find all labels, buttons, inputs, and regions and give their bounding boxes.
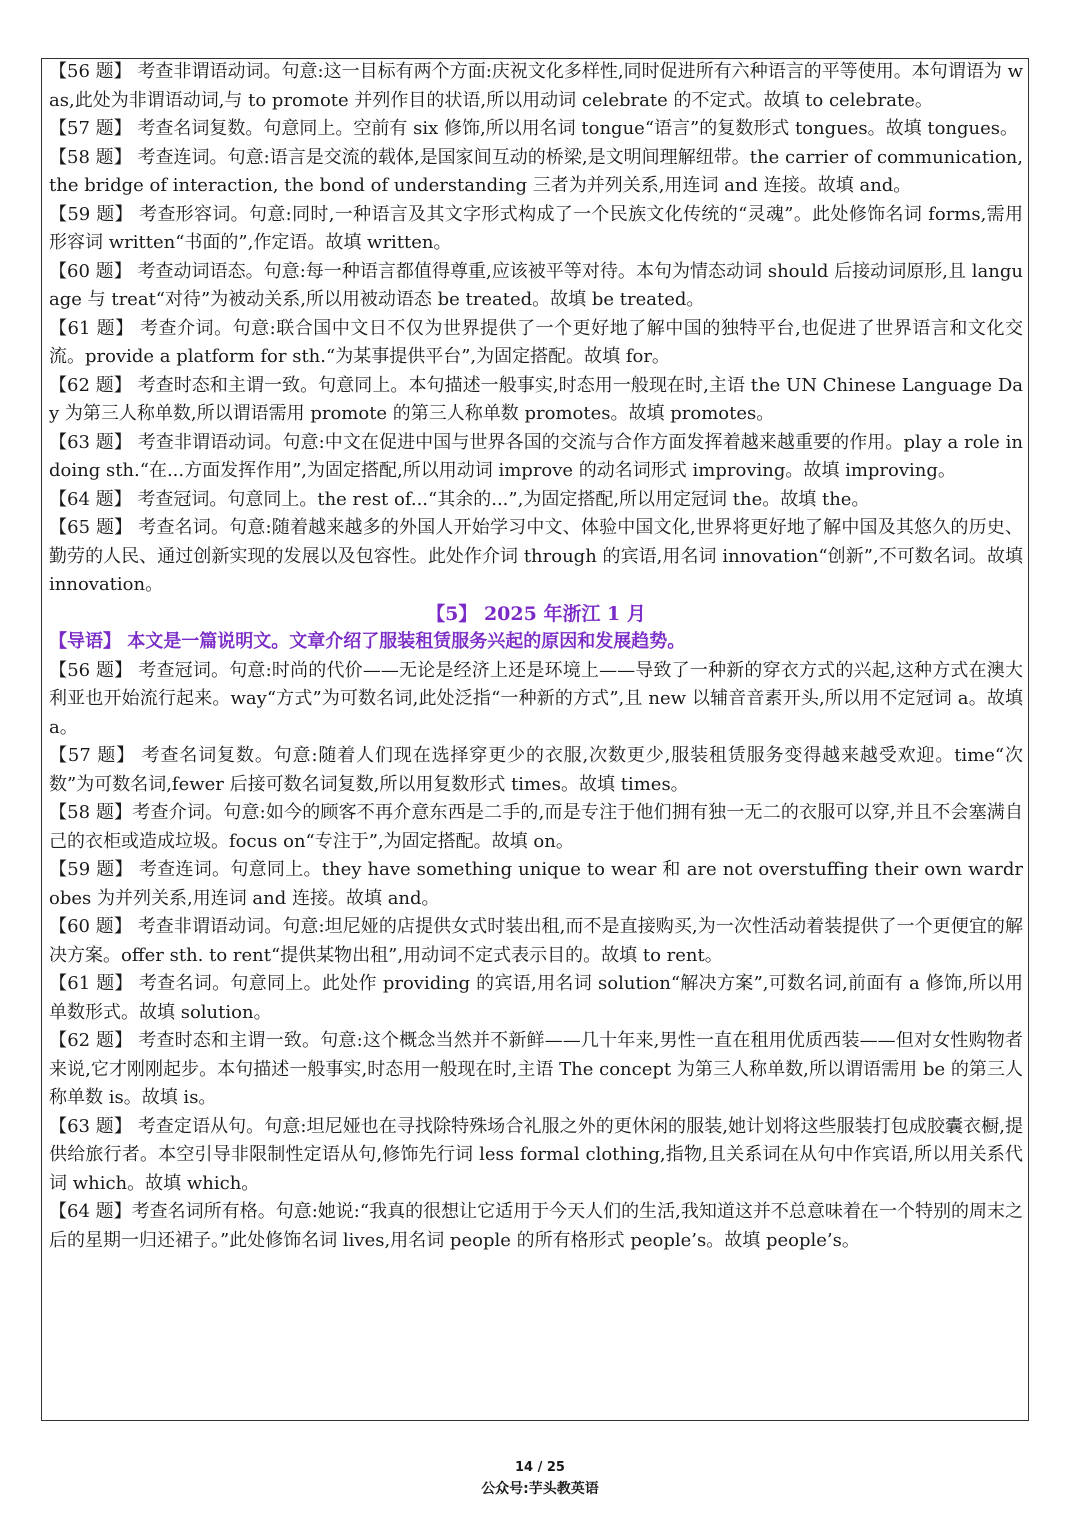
question-number: 【61 题】 — [49, 973, 133, 994]
document-body — [49, 58, 1023, 1255]
question-number: 【56 题】 — [49, 659, 133, 681]
answer-list-previous — [49, 58, 1023, 600]
answer-item — [49, 201, 1023, 258]
question-number: 【61 题】 — [49, 317, 134, 339]
question-number: 【64 题】 — [49, 1201, 132, 1222]
answer-text: 考查非谓语动词。句意:坦尼娅的店提供女式时装出租,而不是直接购买,为一次性活动着装提供了一个更便宜的解决方案。offer sth. to rent“提供某物出租”,用动词不定式表示目的。故填 to rent。 — [49, 916, 1023, 966]
intro-text: 本文是一篇说明文。文章介绍了服装租赁服务兴起的原因和发展趋势。 — [121, 631, 686, 652]
answer-text: 考查冠词。句意:时尚的代价——无论是经济上还是环境上——导致了一种新的穿衣方式的兴起,这种方式在澳大利亚也开始流行起来。way“方式”为可数名词,此处泛指“一种新的方式”,且 new 以辅音音素开头,所以用不定冠词 a。故填 a。 — [49, 659, 1023, 738]
answer-item — [49, 514, 1023, 600]
answer-item — [49, 657, 1023, 743]
answer-item — [49, 144, 1023, 201]
answer-list-current — [49, 657, 1023, 1256]
answer-item — [49, 115, 1023, 144]
question-number: 【64 题】 — [49, 488, 132, 510]
question-number: 【63 题】 — [49, 1115, 132, 1137]
question-number: 【63 题】 — [49, 431, 132, 453]
answer-text: 考查动词语态。句意:每一种语言都值得尊重,应该被平等对待。本句为情态动词 should 后接动词原形,且 language 与 treat“对待”为被动关系,所以用被动语态 be treated。故填 be treated。 — [49, 260, 1023, 310]
question-number: 【60 题】 — [49, 916, 132, 937]
answer-item — [49, 799, 1023, 856]
answer-item — [49, 315, 1023, 372]
question-number: 【57 题】 — [49, 745, 136, 766]
answer-item — [49, 1198, 1023, 1255]
answer-item — [49, 258, 1023, 315]
page-number: 14 / 25 — [515, 1460, 565, 1475]
answer-text: 考查介词。句意:联合国中文日不仅为世界提供了一个更好地了解中国的独特平台,也促进了世界语言和文化交流。provide a platform for sth.“为某事提供平台”,为固定搭配。故填 for。 — [49, 317, 1023, 367]
question-number: 【59 题】 — [49, 203, 133, 225]
answer-text: 考查冠词。句意同上。the rest of...“其余的...”,为固定搭配,所以用定冠词 the。故填 the。 — [131, 488, 870, 510]
answer-item — [49, 970, 1023, 1027]
question-number: 【59 题】 — [49, 859, 133, 880]
answer-text: 考查名词复数。句意同上。空前有 six 修饰,所以用名词 tongue“语言”的复数形式 tongues。故填 tongues。 — [131, 118, 1019, 139]
answer-item — [49, 913, 1023, 970]
answer-item — [49, 1113, 1023, 1199]
question-number: 【60 题】 — [49, 260, 132, 282]
account-footer: 公众号:芋头教英语 — [481, 1481, 599, 1497]
intro-label: 【导语】 — [49, 631, 121, 652]
question-number: 【58 题】 — [49, 802, 133, 823]
answer-item — [49, 1027, 1023, 1113]
answer-item — [49, 856, 1023, 913]
answer-text: 考查连词。句意:语言是交流的载体,是国家间互动的桥梁,是文明间理解纽带。the carrier of communication, the bridge of interaction, the bond of understanding 三者为并列关系,用连词 and 连接。故填 and。 — [49, 146, 1023, 196]
answer-text: 考查连词。句意同上。they have something unique to wear 和 are not overstuffing their own wardrobes 为并列关系,用连词 and 连接。故填 and。 — [49, 859, 1023, 909]
question-number: 【57 题】 — [49, 118, 132, 139]
answer-text: 考查定语从句。句意:坦尼娅也在寻找除特殊场合礼服之外的更休闲的服装,她计划将这些服装打包成胶囊衣橱,提供给旅行者。本空引导非限制性定语从句,修饰先行词 less formal clothing,指物,且关系词在从句中作宾语,所以用关系代词 which。故填 which。 — [49, 1115, 1023, 1194]
answer-item — [49, 58, 1023, 115]
question-number: 【62 题】 — [49, 1030, 133, 1051]
answer-text: 考查名词。句意同上。此处作 providing 的宾语,用名词 solution“解决方案”,可数名词,前面有 a 修饰,所以用单数形式。故填 solution。 — [49, 973, 1023, 1023]
question-number: 【62 题】 — [49, 374, 132, 396]
question-number: 【56 题】 — [49, 61, 132, 82]
answer-text: 考查名词。句意:随着越来越多的外国人开始学习中文、体验中国文化,世界将更好地了解中国及其悠久的历史、勤劳的人民、通过创新实现的发展以及包容性。此处作介词 through 的宾语,用名词 innovation“创新”,不可数名词。故填 innovation。 — [49, 517, 1023, 595]
answer-item — [49, 486, 1023, 515]
answer-text: 考查时态和主谓一致。句意:这个概念当然并不新鲜——几十年来,男性一直在租用优质西装——但对女性购物者来说,它才刚刚起步。本句描述一般事实,时态用一般现在时,主语 The concept 为第三人称单数,所以谓语需用 be 的第三人称单数 is。故填 is。 — [49, 1030, 1023, 1108]
answer-item — [49, 372, 1023, 429]
answer-text: 考查名词所有格。句意:她说:“我真的很想让它适用于今天人们的生活,我知道这并不总意味着在一个特别的周末之后的星期一归还裙子。”此处修饰名词 lives,用名词 people 的所有格形式 people’s。故填 people’s。 — [49, 1201, 1023, 1251]
answer-text: 考查时态和主谓一致。句意同上。本句描述一般事实,时态用一般现在时,主语 the UN Chinese Language Day 为第三人称单数,所以谓语需用 promote 的第三人称单数 promotes。故填 promotes。 — [49, 374, 1023, 424]
question-number: 【58 题】 — [49, 146, 132, 168]
intro-paragraph — [49, 628, 1023, 657]
answer-text: 考查名词复数。句意:随着人们现在选择穿更少的衣服,次数更少,服装租赁服务变得越来越受欢迎。time“次数”为可数名词,fewer 后接可数名词复数,所以用复数形式 times。故填 times。 — [49, 745, 1023, 795]
answer-item — [49, 429, 1023, 486]
answer-text: 考查介词。句意:如今的顾客不再介意东西是二手的,而是专注于他们拥有独一无二的衣服可以穿,并且不会塞满自己的衣柜或造成垃圾。focus on“专注于”,为固定搭配。故填 on。 — [49, 802, 1023, 852]
answer-text: 考查形容词。句意:同时,一种语言及其文字形式构成了一个民族文化传统的“灵魂”。此处修饰名词 forms,需用形容词 written“书面的”,作定语。故填 written。 — [49, 203, 1023, 253]
answer-text: 考查非谓语动词。句意:中文在促进中国与世界各国的交流与合作方面发挥着越来越重要的作用。play a role in doing sth.“在...方面发挥作用”,为固定搭配,所以用动词 improve 的动名词形式 improving。故填 improving。 — [49, 431, 1023, 481]
question-number: 【65 题】 — [49, 517, 133, 538]
section-heading: 【5】 2025 年浙江 1 月 — [426, 602, 646, 625]
answer-text: 考查非谓语动词。句意:这一目标有两个方面:庆祝文化多样性,同时促进所有六种语言的平等使用。本句谓语为 was,此处为非谓语动词,与 to promote 并列作目的状语,所以用动词 celebrate 的不定式。故填 to celebrate。 — [49, 61, 1023, 111]
answer-item — [49, 742, 1023, 799]
